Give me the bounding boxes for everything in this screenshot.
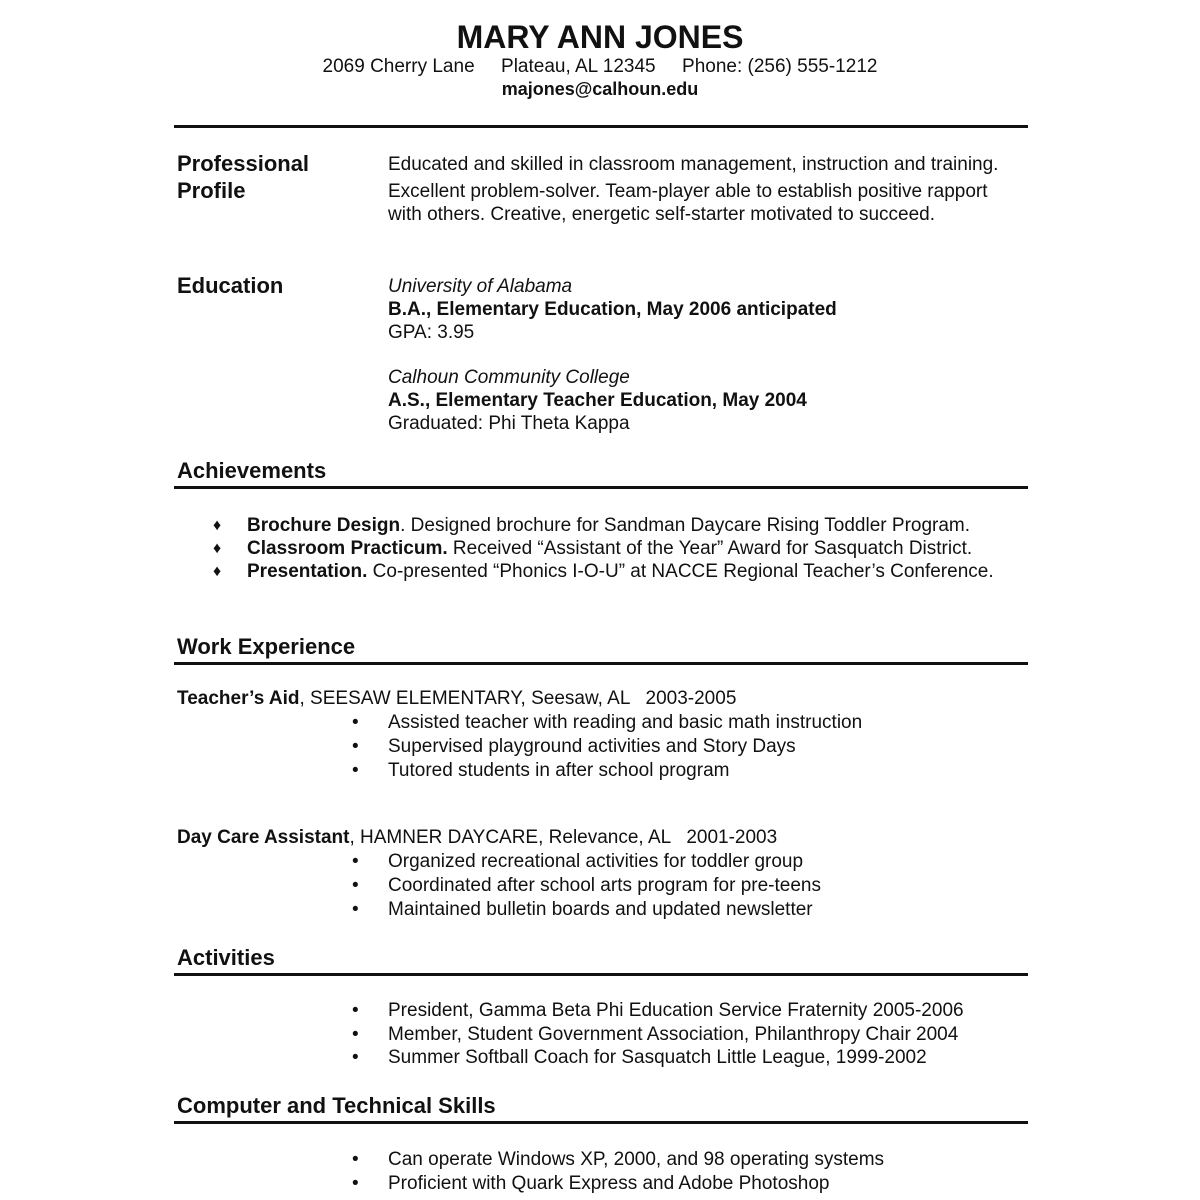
divider bbox=[174, 125, 1028, 128]
job-title-line: Teacher’s Aid, SEESAW ELEMENTARY, Seesaw, AL 2003-2005 bbox=[177, 688, 737, 709]
section-heading: Achievements bbox=[177, 458, 327, 483]
section-heading: Education bbox=[177, 273, 284, 298]
skill-item: Can operate Windows XP, 2000, and 98 operating systems bbox=[388, 1149, 885, 1170]
bullet-icon: • bbox=[352, 851, 359, 872]
bullet-icon: • bbox=[352, 712, 359, 733]
contact-email: majones@calhoun.edu bbox=[501, 79, 699, 99]
profile-line: with others. Creative, energetic self-starter motivated to succeed. bbox=[388, 204, 936, 225]
school-name: Calhoun Community College bbox=[388, 367, 630, 388]
candidate-name: MARY ANN JONES bbox=[456, 19, 744, 55]
bullet-icon: • bbox=[352, 760, 359, 781]
skill-item: Proficient with Quark Express and Adobe Photoshop bbox=[388, 1173, 830, 1194]
job-duty: Supervised playground activities and Story Days bbox=[388, 736, 796, 757]
bullet-icon: • bbox=[352, 1024, 359, 1045]
bullet-icon: • bbox=[352, 1173, 359, 1194]
education-note: GPA: 3.95 bbox=[388, 322, 475, 343]
section-heading: Computer and Technical Skills bbox=[177, 1093, 496, 1118]
bullet-icon: • bbox=[352, 1000, 359, 1021]
activity-item: President, Gamma Beta Phi Education Service Fraternity 2005-2006 bbox=[388, 1000, 964, 1021]
activity-item: Summer Softball Coach for Sasquatch Little League, 1999-2002 bbox=[388, 1047, 927, 1068]
bullet-icon: • bbox=[352, 875, 359, 896]
profile-line: Excellent problem-solver. Team-player able to establish positive rapport bbox=[388, 181, 988, 202]
bullet-icon: • bbox=[352, 899, 359, 920]
school-name: University of Alabama bbox=[388, 276, 573, 297]
bullet-icon: • bbox=[352, 1149, 359, 1170]
job-duty: Tutored students in after school program bbox=[388, 760, 730, 781]
bullet-icon: • bbox=[352, 736, 359, 757]
divider bbox=[174, 486, 1028, 489]
job-title-line: Day Care Assistant, HAMNER DAYCARE, Relevance, AL 2001-2003 bbox=[177, 827, 778, 848]
degree: B.A., Elementary Education, May 2006 anticipated bbox=[388, 299, 837, 320]
contact-address: 2069 Cherry Lane Plateau, AL 12345 Phone: (256) 555-1212 bbox=[322, 56, 878, 77]
section-heading: Profile bbox=[177, 178, 246, 203]
diamond-bullet-icon: ♦ bbox=[213, 540, 222, 557]
achievement-item: Presentation. Co-presented “Phonics I-O-U” at NACCE Regional Teacher’s Conference. bbox=[247, 561, 994, 582]
divider bbox=[174, 1121, 1028, 1124]
profile-line: Educated and skilled in classroom management, instruction and training. bbox=[388, 154, 999, 175]
section-heading: Activities bbox=[177, 945, 275, 970]
diamond-bullet-icon: ♦ bbox=[213, 563, 222, 580]
divider bbox=[174, 662, 1028, 665]
divider bbox=[174, 973, 1028, 976]
diamond-bullet-icon: ♦ bbox=[213, 517, 222, 534]
section-heading: Work Experience bbox=[177, 634, 356, 659]
education-note: Graduated: Phi Theta Kappa bbox=[388, 413, 630, 434]
job-duty: Maintained bulletin boards and updated newsletter bbox=[388, 899, 813, 920]
job-duty: Organized recreational activities for toddler group bbox=[388, 851, 804, 872]
job-duty: Assisted teacher with reading and basic math instruction bbox=[388, 712, 863, 733]
section-heading: Professional bbox=[177, 151, 310, 176]
activity-item: Member, Student Government Association, Philanthropy Chair 2004 bbox=[388, 1024, 959, 1045]
bullet-icon: • bbox=[352, 1047, 359, 1068]
job-duty: Coordinated after school arts program for pre-teens bbox=[388, 875, 821, 896]
achievement-item: Classroom Practicum. Received “Assistant of the Year” Award for Sasquatch District. bbox=[247, 538, 973, 559]
achievement-item: Brochure Design. Designed brochure for Sandman Daycare Rising Toddler Program. bbox=[247, 515, 971, 536]
degree: A.S., Elementary Teacher Education, May 2004 bbox=[388, 390, 807, 411]
